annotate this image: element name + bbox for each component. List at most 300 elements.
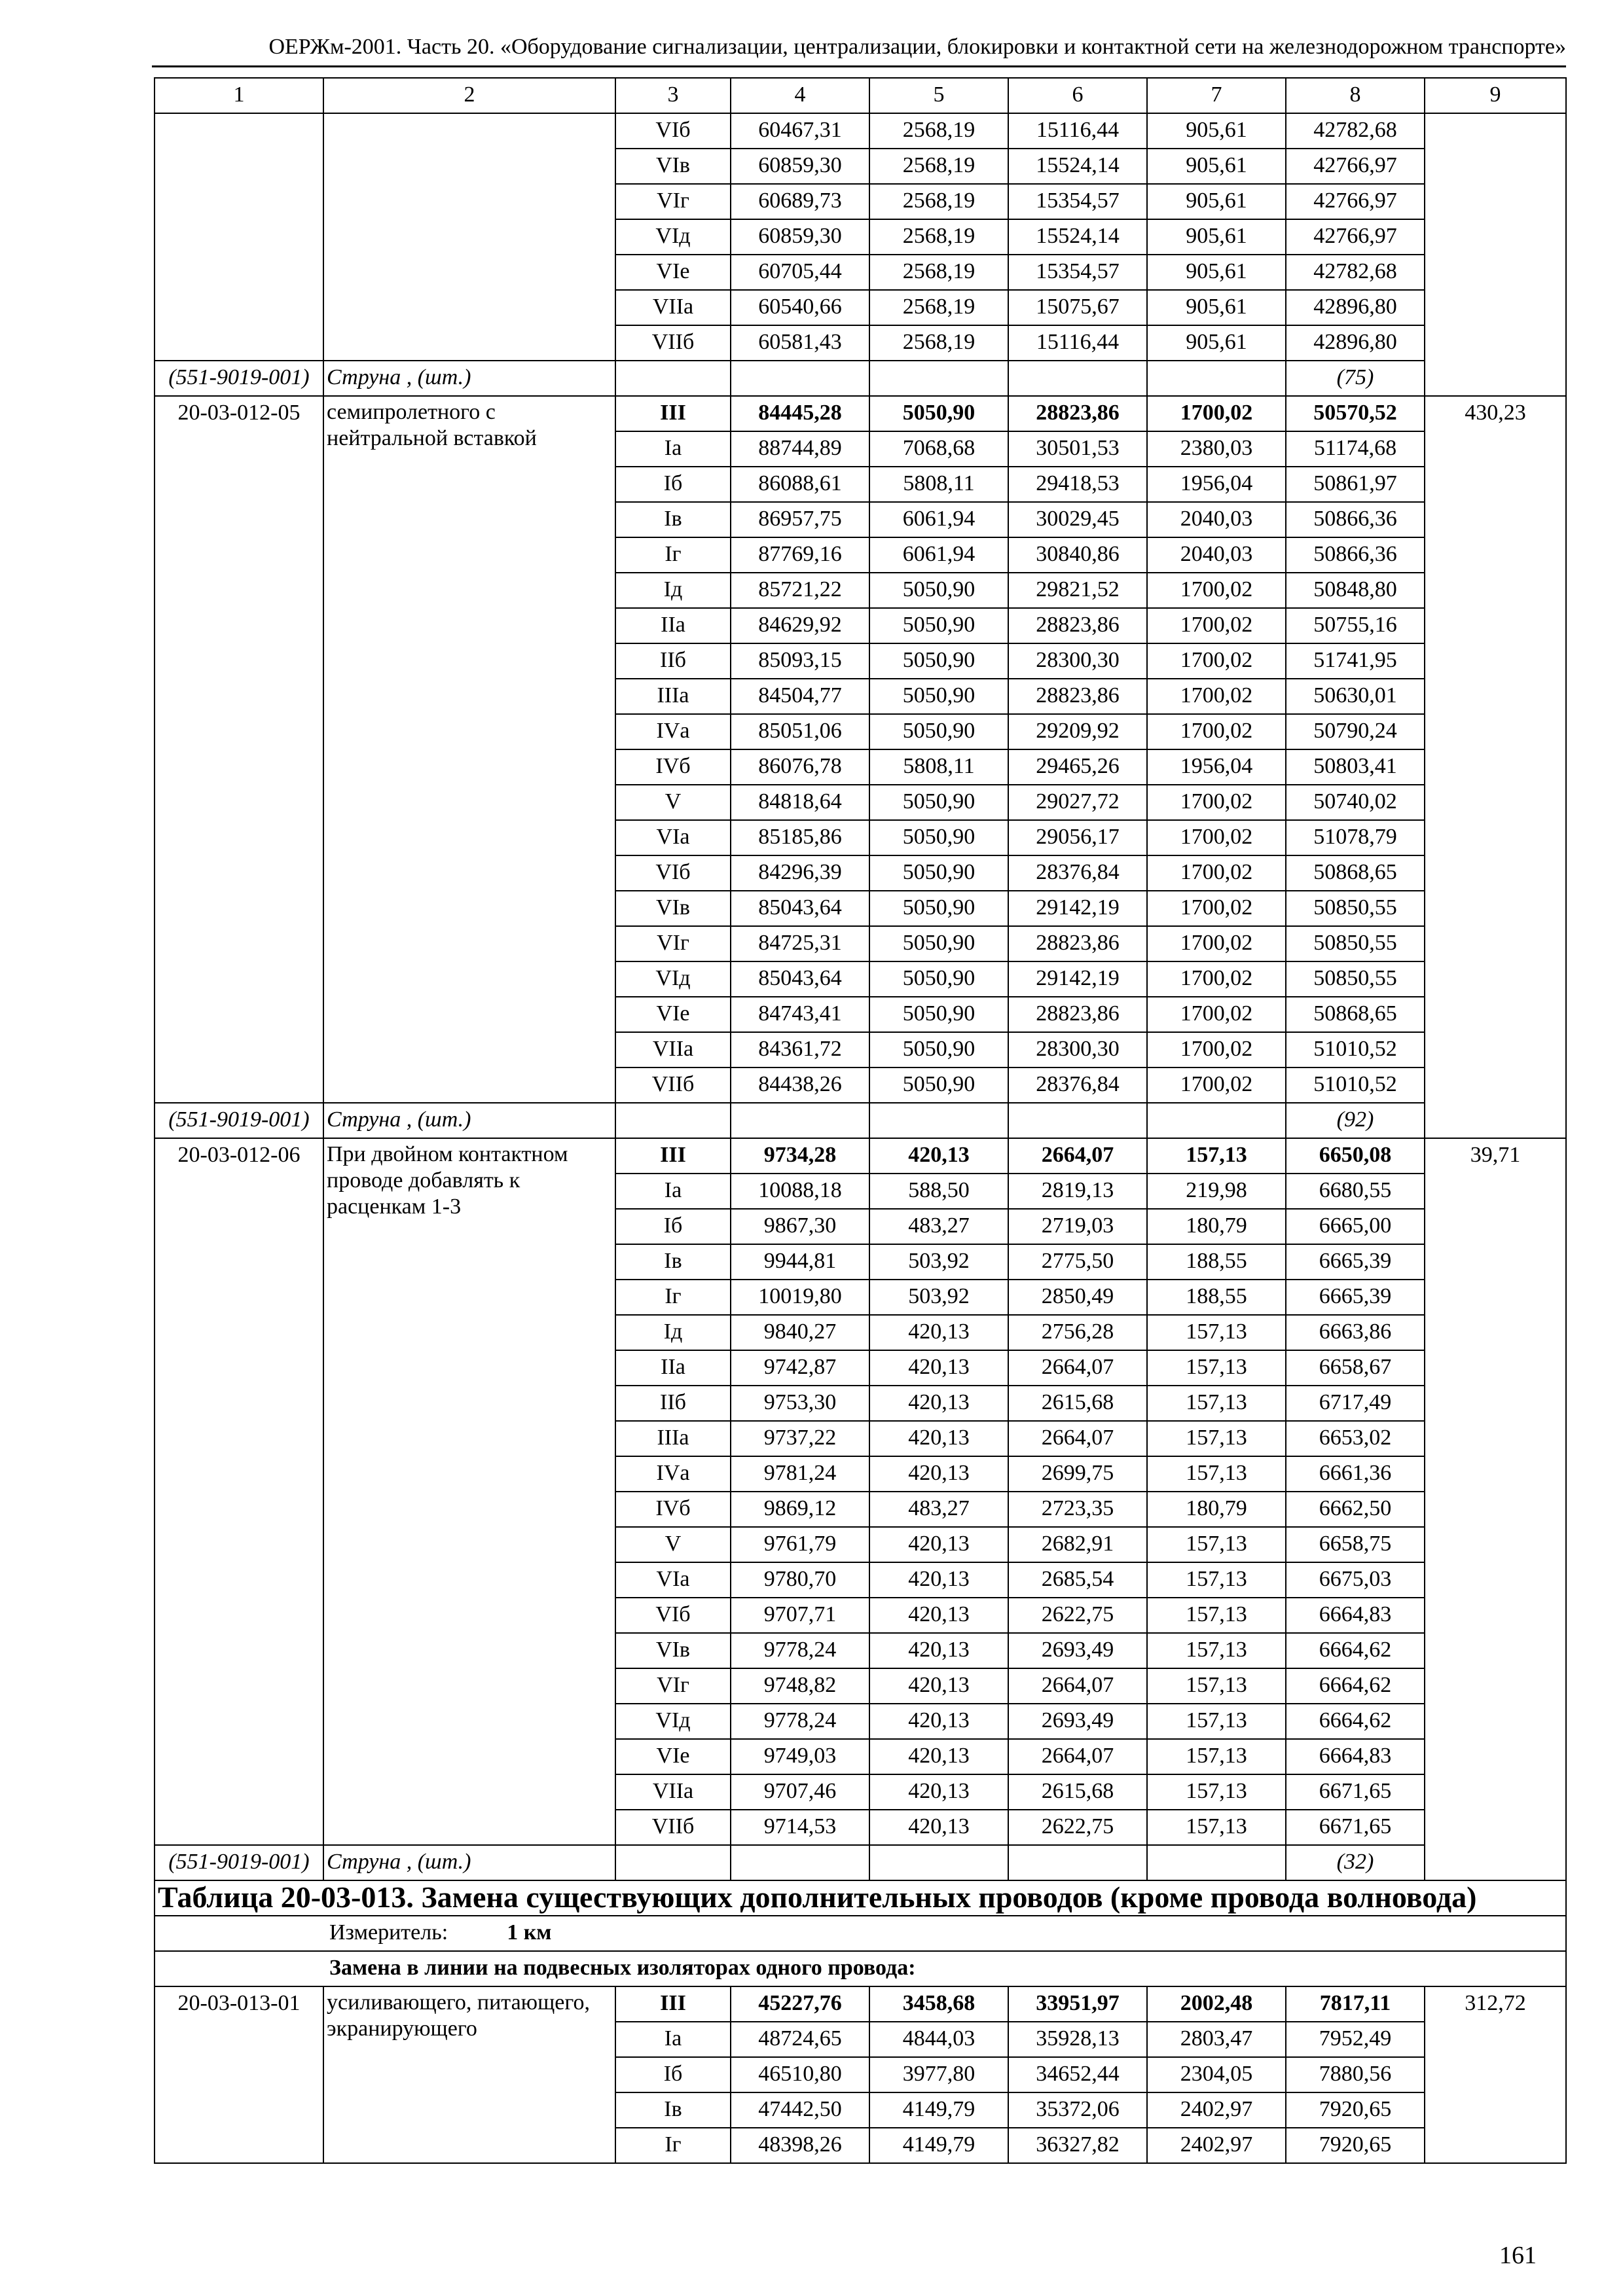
value-col-6: 2622,75 xyxy=(1008,1810,1147,1845)
col-num-3: 3 xyxy=(615,78,731,113)
value-col-8: 6664,62 xyxy=(1286,1633,1425,1668)
value-col-4: 86088,61 xyxy=(731,467,869,502)
value-col-4: 9707,46 xyxy=(731,1774,869,1810)
material-row xyxy=(155,1103,1566,1138)
material-name: Струна , (шт.) xyxy=(323,1845,615,1880)
value-col-8: 50570,52 xyxy=(1286,396,1425,431)
value-col-5: 5050,90 xyxy=(869,997,1008,1032)
value-col-8: 50866,36 xyxy=(1286,537,1425,573)
value-col-5: 7068,68 xyxy=(869,431,1008,467)
value-col-5: 420,13 xyxy=(869,1527,1008,1562)
value-col-7: 2803,47 xyxy=(1147,2022,1286,2057)
value-col-5: 420,13 xyxy=(869,1315,1008,1350)
value-col-4: 45227,76 xyxy=(731,1986,869,2022)
value-col-8: 6665,39 xyxy=(1286,1244,1425,1280)
value-col-6: 2664,07 xyxy=(1008,1739,1147,1774)
value-col-4: 48398,26 xyxy=(731,2128,869,2163)
value-col-7: 157,13 xyxy=(1147,1527,1286,1562)
value-col-4: 60581,43 xyxy=(731,325,869,361)
zone-code: VIIб xyxy=(615,1810,731,1845)
value-col-8: 50868,65 xyxy=(1286,855,1425,891)
value-col-4: 9753,30 xyxy=(731,1386,869,1421)
value-col-5: 2568,19 xyxy=(869,255,1008,290)
value-col-7: 1700,02 xyxy=(1147,926,1286,961)
value-col-6: 15354,57 xyxy=(1008,184,1147,219)
empty-cell xyxy=(1008,1845,1147,1880)
measure-row xyxy=(155,1916,1566,1951)
value-col-6: 2850,49 xyxy=(1008,1280,1147,1315)
value-col-4: 85721,22 xyxy=(731,573,869,608)
value-col-6: 2719,03 xyxy=(1008,1209,1147,1244)
zone-code: VIIб xyxy=(615,1067,731,1103)
value-col-8: 7880,56 xyxy=(1286,2057,1425,2092)
col-num-9: 9 xyxy=(1425,78,1566,113)
value-col-4: 60689,73 xyxy=(731,184,869,219)
col-num-1: 1 xyxy=(155,78,323,113)
value-col-5: 5050,90 xyxy=(869,961,1008,997)
zone-code: IIа xyxy=(615,1350,731,1386)
table-title-row xyxy=(155,1880,1566,1916)
value-col-4: 86957,75 xyxy=(731,502,869,537)
value-col-6: 28823,86 xyxy=(1008,997,1147,1032)
zone-code: IIа xyxy=(615,608,731,643)
value-col-7: 1956,04 xyxy=(1147,749,1286,785)
value-col-8: 42782,68 xyxy=(1286,255,1425,290)
value-col-6: 2664,07 xyxy=(1008,1421,1147,1456)
zone-code: Iа xyxy=(615,1174,731,1209)
material-quantity: (92) xyxy=(1286,1103,1425,1138)
value-col-7: 180,79 xyxy=(1147,1209,1286,1244)
value-col-8: 50630,01 xyxy=(1286,679,1425,714)
value-col-5: 3458,68 xyxy=(869,1986,1008,2022)
value-col-6: 2819,13 xyxy=(1008,1174,1147,1209)
material-name: Струна , (шт.) xyxy=(323,361,615,396)
value-col-7: 157,13 xyxy=(1147,1350,1286,1386)
zone-code: VIв xyxy=(615,149,731,184)
value-col-6: 15524,14 xyxy=(1008,219,1147,255)
rate-description: семипролетного с нейтральной вставкой xyxy=(323,396,615,1103)
subsection-cell xyxy=(155,1951,1566,1986)
value-col-7: 1700,02 xyxy=(1147,961,1286,997)
value-col-8: 50790,24 xyxy=(1286,714,1425,749)
value-col-8: 50861,97 xyxy=(1286,467,1425,502)
value-col-4: 9761,79 xyxy=(731,1527,869,1562)
table-row xyxy=(155,113,1566,149)
value-col-8: 42896,80 xyxy=(1286,290,1425,325)
value-col-4: 84445,28 xyxy=(731,396,869,431)
value-col-7: 905,61 xyxy=(1147,255,1286,290)
value-col-6: 28823,86 xyxy=(1008,396,1147,431)
value-col-7: 905,61 xyxy=(1147,290,1286,325)
value-col-8: 51010,52 xyxy=(1286,1067,1425,1103)
value-col-8: 6664,62 xyxy=(1286,1704,1425,1739)
value-col-6: 2693,49 xyxy=(1008,1633,1147,1668)
value-col-7: 188,55 xyxy=(1147,1244,1286,1280)
zone-code: VIе xyxy=(615,1739,731,1774)
value-col-5: 5050,90 xyxy=(869,679,1008,714)
value-col-6: 2682,91 xyxy=(1008,1527,1147,1562)
value-col-7: 905,61 xyxy=(1147,219,1286,255)
zone-code: VIб xyxy=(615,1598,731,1633)
value-col-4: 48724,65 xyxy=(731,2022,869,2057)
value-col-5: 5050,90 xyxy=(869,785,1008,820)
value-col-7: 157,13 xyxy=(1147,1456,1286,1492)
value-col-4: 9869,12 xyxy=(731,1492,869,1527)
zone-code: IIIа xyxy=(615,1421,731,1456)
value-col-4: 86076,78 xyxy=(731,749,869,785)
value-col-7: 188,55 xyxy=(1147,1280,1286,1315)
value-col-7: 157,13 xyxy=(1147,1386,1286,1421)
value-col-4: 84438,26 xyxy=(731,1067,869,1103)
value-col-6: 33951,97 xyxy=(1008,1986,1147,2022)
zone-code: Iд xyxy=(615,573,731,608)
value-col-4: 87769,16 xyxy=(731,537,869,573)
value-col-5: 420,13 xyxy=(869,1774,1008,1810)
value-col-5: 420,13 xyxy=(869,1456,1008,1492)
value-col-7: 157,13 xyxy=(1147,1138,1286,1174)
value-col-8: 7817,11 xyxy=(1286,1986,1425,2022)
value-col-6: 29209,92 xyxy=(1008,714,1147,749)
rate-code: 20-03-012-06 xyxy=(155,1138,323,1845)
value-col-6: 2622,75 xyxy=(1008,1598,1147,1633)
value-col-4: 9734,28 xyxy=(731,1138,869,1174)
value-col-5: 503,92 xyxy=(869,1280,1008,1315)
value-col-7: 1956,04 xyxy=(1147,467,1286,502)
value-col-5: 2568,19 xyxy=(869,219,1008,255)
zone-code: III xyxy=(615,1986,731,2022)
value-col-4: 60859,30 xyxy=(731,149,869,184)
value-col-8: 6675,03 xyxy=(1286,1562,1425,1598)
value-col-8: 6662,50 xyxy=(1286,1492,1425,1527)
value-col-8: 42766,97 xyxy=(1286,149,1425,184)
value-col-6: 2756,28 xyxy=(1008,1315,1147,1350)
value-col-7: 157,13 xyxy=(1147,1774,1286,1810)
value-col-8: 42896,80 xyxy=(1286,325,1425,361)
value-col-7: 1700,02 xyxy=(1147,820,1286,855)
zone-code: IVб xyxy=(615,1492,731,1527)
value-col-5: 5808,11 xyxy=(869,749,1008,785)
value-col-4: 60859,30 xyxy=(731,219,869,255)
value-col-7: 905,61 xyxy=(1147,184,1286,219)
rate-code: 20-03-013-01 xyxy=(155,1986,323,2163)
value-col-6: 36327,82 xyxy=(1008,2128,1147,2163)
material-name: Струна , (шт.) xyxy=(323,1103,615,1138)
value-col-5: 2568,19 xyxy=(869,149,1008,184)
rates-table xyxy=(154,77,1567,2164)
zone-code: VIIб xyxy=(615,325,731,361)
zone-code: VIд xyxy=(615,1704,731,1739)
value-col-5: 588,50 xyxy=(869,1174,1008,1209)
value-col-8: 6664,83 xyxy=(1286,1598,1425,1633)
value-col-5: 3977,80 xyxy=(869,2057,1008,2092)
value-col-5: 5808,11 xyxy=(869,467,1008,502)
labor-cost: 39,71 xyxy=(1425,1138,1566,1880)
col-num-2: 2 xyxy=(323,78,615,113)
value-col-8: 6653,02 xyxy=(1286,1421,1425,1456)
value-col-6: 28300,30 xyxy=(1008,643,1147,679)
zone-code: Iб xyxy=(615,1209,731,1244)
empty-cell xyxy=(615,1103,731,1138)
material-code: (551-9019-001) xyxy=(155,361,323,396)
value-col-4: 9714,53 xyxy=(731,1810,869,1845)
value-col-7: 2402,97 xyxy=(1147,2128,1286,2163)
value-col-6: 35372,06 xyxy=(1008,2092,1147,2128)
zone-code: IIб xyxy=(615,1386,731,1421)
zone-code: V xyxy=(615,785,731,820)
value-col-7: 180,79 xyxy=(1147,1492,1286,1527)
col-num-6: 6 xyxy=(1008,78,1147,113)
zone-code: VIг xyxy=(615,1668,731,1704)
zone-code: IIIа xyxy=(615,679,731,714)
value-col-8: 50850,55 xyxy=(1286,961,1425,997)
value-col-5: 420,13 xyxy=(869,1633,1008,1668)
value-col-4: 85185,86 xyxy=(731,820,869,855)
value-col-8: 6671,65 xyxy=(1286,1810,1425,1845)
value-col-4: 60540,66 xyxy=(731,290,869,325)
value-col-5: 5050,90 xyxy=(869,820,1008,855)
material-code: (551-9019-001) xyxy=(155,1103,323,1138)
value-col-4: 60705,44 xyxy=(731,255,869,290)
value-col-8: 50850,55 xyxy=(1286,926,1425,961)
value-col-7: 2040,03 xyxy=(1147,502,1286,537)
value-col-8: 51741,95 xyxy=(1286,643,1425,679)
value-col-4: 9778,24 xyxy=(731,1633,869,1668)
running-header: ОЕРЖм-2001. Часть 20. «Оборудование сигнализации, централизации, блокировки и контактной сети на железнодорожном транспорте» xyxy=(152,34,1566,67)
value-col-6: 15116,44 xyxy=(1008,325,1147,361)
value-col-7: 1700,02 xyxy=(1147,679,1286,714)
value-col-8: 6650,08 xyxy=(1286,1138,1425,1174)
value-col-6: 34652,44 xyxy=(1008,2057,1147,2092)
value-col-7: 1700,02 xyxy=(1147,643,1286,679)
zone-code: Iг xyxy=(615,537,731,573)
value-col-5: 503,92 xyxy=(869,1244,1008,1280)
col-num-5: 5 xyxy=(869,78,1008,113)
value-col-6: 29027,72 xyxy=(1008,785,1147,820)
value-col-8: 50755,16 xyxy=(1286,608,1425,643)
value-col-5: 483,27 xyxy=(869,1492,1008,1527)
value-col-4: 9748,82 xyxy=(731,1668,869,1704)
zone-code: Iа xyxy=(615,2022,731,2057)
value-col-7: 157,13 xyxy=(1147,1633,1286,1668)
value-col-5: 2568,19 xyxy=(869,184,1008,219)
value-col-8: 6665,00 xyxy=(1286,1209,1425,1244)
empty-cell xyxy=(869,1103,1008,1138)
value-col-8: 6661,36 xyxy=(1286,1456,1425,1492)
value-col-8: 6665,39 xyxy=(1286,1280,1425,1315)
zone-code: Iв xyxy=(615,502,731,537)
value-col-5: 5050,90 xyxy=(869,891,1008,926)
value-col-7: 157,13 xyxy=(1147,1315,1286,1350)
material-quantity: (32) xyxy=(1286,1845,1425,1880)
value-col-4: 9944,81 xyxy=(731,1244,869,1280)
value-col-8: 42766,97 xyxy=(1286,219,1425,255)
value-col-7: 905,61 xyxy=(1147,325,1286,361)
value-col-4: 9742,87 xyxy=(731,1350,869,1386)
table-row xyxy=(155,1138,1566,1174)
empty-cell xyxy=(1147,1845,1286,1880)
value-col-8: 51010,52 xyxy=(1286,1032,1425,1067)
value-col-4: 85043,64 xyxy=(731,961,869,997)
zone-code: Iв xyxy=(615,1244,731,1280)
value-col-5: 5050,90 xyxy=(869,926,1008,961)
value-col-6: 29142,19 xyxy=(1008,961,1147,997)
value-col-7: 2304,05 xyxy=(1147,2057,1286,2092)
value-col-4: 85093,15 xyxy=(731,643,869,679)
rate-description: усиливающего, питающего, экранирующего xyxy=(323,1986,615,2163)
value-col-8: 6663,86 xyxy=(1286,1315,1425,1350)
measure-value: 1 км xyxy=(507,1920,552,1945)
measure-label: Измеритель: xyxy=(329,1920,448,1945)
value-col-4: 85043,64 xyxy=(731,891,869,926)
value-col-5: 420,13 xyxy=(869,1421,1008,1456)
empty-cell xyxy=(731,1103,869,1138)
value-col-4: 88744,89 xyxy=(731,431,869,467)
value-col-6: 28823,86 xyxy=(1008,608,1147,643)
value-col-5: 2568,19 xyxy=(869,290,1008,325)
value-col-6: 2693,49 xyxy=(1008,1704,1147,1739)
value-col-5: 5050,90 xyxy=(869,855,1008,891)
value-col-5: 5050,90 xyxy=(869,608,1008,643)
value-col-7: 1700,02 xyxy=(1147,785,1286,820)
subsection-row xyxy=(155,1951,1566,1986)
value-col-6: 30029,45 xyxy=(1008,502,1147,537)
empty-cell xyxy=(615,1845,731,1880)
subsection-title: Замена в линии на подвесных изоляторах одного провода: xyxy=(329,1956,916,1980)
empty-cell xyxy=(1147,1103,1286,1138)
value-col-6: 29465,26 xyxy=(1008,749,1147,785)
value-col-4: 60467,31 xyxy=(731,113,869,149)
zone-code: IVб xyxy=(615,749,731,785)
value-col-4: 85051,06 xyxy=(731,714,869,749)
value-col-7: 1700,02 xyxy=(1147,714,1286,749)
value-col-7: 2402,97 xyxy=(1147,2092,1286,2128)
col-num-7: 7 xyxy=(1147,78,1286,113)
value-col-6: 28823,86 xyxy=(1008,926,1147,961)
zone-code: VIе xyxy=(615,255,731,290)
value-col-4: 9780,70 xyxy=(731,1562,869,1598)
empty-cell xyxy=(1008,361,1147,396)
value-col-6: 28376,84 xyxy=(1008,855,1147,891)
value-col-6: 2615,68 xyxy=(1008,1386,1147,1421)
page-number: 161 xyxy=(1499,2242,1537,2269)
value-col-5: 2568,19 xyxy=(869,113,1008,149)
value-col-8: 51078,79 xyxy=(1286,820,1425,855)
zone-code: V xyxy=(615,1527,731,1562)
value-col-7: 157,13 xyxy=(1147,1562,1286,1598)
value-col-6: 29142,19 xyxy=(1008,891,1147,926)
value-col-6: 15075,67 xyxy=(1008,290,1147,325)
value-col-7: 905,61 xyxy=(1147,149,1286,184)
value-col-4: 46510,80 xyxy=(731,2057,869,2092)
empty-cell xyxy=(731,361,869,396)
value-col-7: 1700,02 xyxy=(1147,997,1286,1032)
value-col-5: 5050,90 xyxy=(869,714,1008,749)
empty-cell xyxy=(731,1845,869,1880)
value-col-8: 6658,75 xyxy=(1286,1527,1425,1562)
value-col-7: 157,13 xyxy=(1147,1421,1286,1456)
value-col-5: 483,27 xyxy=(869,1209,1008,1244)
value-col-5: 4149,79 xyxy=(869,2092,1008,2128)
value-col-7: 1700,02 xyxy=(1147,1067,1286,1103)
empty-cell xyxy=(1008,1103,1147,1138)
value-col-7: 157,13 xyxy=(1147,1704,1286,1739)
value-col-7: 1700,02 xyxy=(1147,608,1286,643)
labor-cost: 430,23 xyxy=(1425,396,1566,1138)
material-row xyxy=(155,1845,1566,1880)
zone-code: IIб xyxy=(615,643,731,679)
value-col-5: 6061,94 xyxy=(869,537,1008,573)
zone-code: IVа xyxy=(615,714,731,749)
value-col-7: 157,13 xyxy=(1147,1598,1286,1633)
empty-cell xyxy=(1147,361,1286,396)
zone-code: VIд xyxy=(615,219,731,255)
table-row xyxy=(155,396,1566,431)
value-col-4: 84361,72 xyxy=(731,1032,869,1067)
value-col-4: 47442,50 xyxy=(731,2092,869,2128)
value-col-5: 420,13 xyxy=(869,1704,1008,1739)
value-col-8: 6664,62 xyxy=(1286,1668,1425,1704)
value-col-6: 2664,07 xyxy=(1008,1350,1147,1386)
value-col-8: 7920,65 xyxy=(1286,2128,1425,2163)
zone-code: Iа xyxy=(615,431,731,467)
value-col-8: 51174,68 xyxy=(1286,431,1425,467)
value-col-4: 10088,18 xyxy=(731,1174,869,1209)
value-col-4: 9778,24 xyxy=(731,1704,869,1739)
zone-code: VIв xyxy=(615,1633,731,1668)
labor-cost xyxy=(1425,113,1566,396)
value-col-7: 2380,03 xyxy=(1147,431,1286,467)
zone-code: VIIа xyxy=(615,290,731,325)
value-col-8: 7920,65 xyxy=(1286,2092,1425,2128)
zone-code: VIв xyxy=(615,891,731,926)
value-col-8: 6664,83 xyxy=(1286,1739,1425,1774)
value-col-8: 6717,49 xyxy=(1286,1386,1425,1421)
value-col-4: 10019,80 xyxy=(731,1280,869,1315)
value-col-7: 1700,02 xyxy=(1147,891,1286,926)
rates-body xyxy=(155,113,1566,2163)
value-col-6: 2664,07 xyxy=(1008,1138,1147,1174)
value-col-7: 2040,03 xyxy=(1147,537,1286,573)
table-title: Таблица 20-03-013. Замена существующих дополнительных проводов (кроме провода волновода) xyxy=(155,1880,1566,1916)
value-col-5: 6061,94 xyxy=(869,502,1008,537)
value-col-8: 42766,97 xyxy=(1286,184,1425,219)
col-num-4: 4 xyxy=(731,78,869,113)
value-col-6: 29418,53 xyxy=(1008,467,1147,502)
value-col-5: 420,13 xyxy=(869,1739,1008,1774)
value-col-6: 35928,13 xyxy=(1008,2022,1147,2057)
value-col-6: 28300,30 xyxy=(1008,1032,1147,1067)
value-col-6: 2685,54 xyxy=(1008,1562,1147,1598)
value-col-4: 84725,31 xyxy=(731,926,869,961)
value-col-4: 9781,24 xyxy=(731,1456,869,1492)
zone-code: IVа xyxy=(615,1456,731,1492)
value-col-5: 420,13 xyxy=(869,1668,1008,1704)
value-col-4: 84629,92 xyxy=(731,608,869,643)
value-col-7: 219,98 xyxy=(1147,1174,1286,1209)
value-col-6: 15524,14 xyxy=(1008,149,1147,184)
value-col-6: 2615,68 xyxy=(1008,1774,1147,1810)
zone-code: Iв xyxy=(615,2092,731,2128)
value-col-8: 50868,65 xyxy=(1286,997,1425,1032)
value-col-6: 2699,75 xyxy=(1008,1456,1147,1492)
material-row xyxy=(155,361,1566,396)
value-col-8: 6671,65 xyxy=(1286,1774,1425,1810)
material-code: (551-9019-001) xyxy=(155,1845,323,1880)
value-col-8: 50850,55 xyxy=(1286,891,1425,926)
column-number-row xyxy=(155,78,1566,113)
value-col-6: 29056,17 xyxy=(1008,820,1147,855)
value-col-7: 157,13 xyxy=(1147,1668,1286,1704)
